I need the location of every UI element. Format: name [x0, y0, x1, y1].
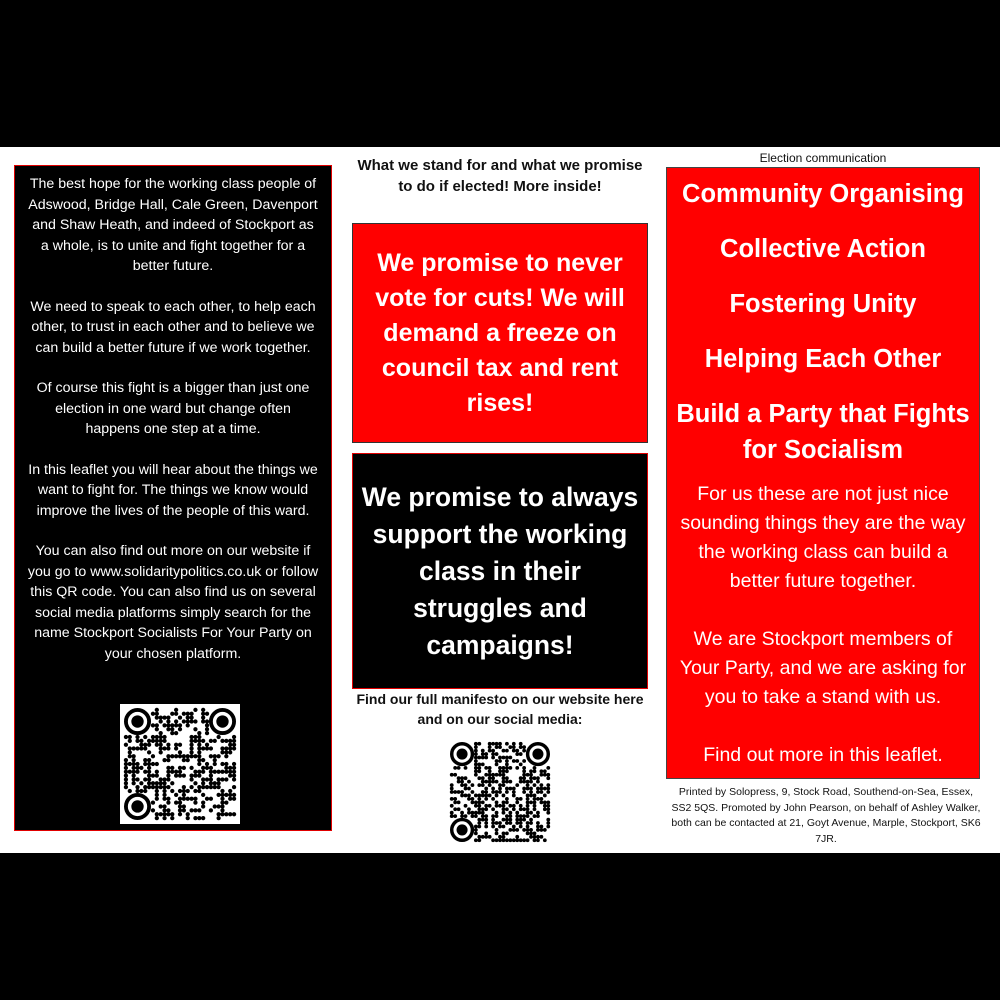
promise-cuts-text: We promise to never vote for cuts! We will demand a freeze on council tax and rent rises!	[375, 248, 625, 417]
values-body	[675, 480, 971, 770]
intro-panel	[14, 165, 332, 831]
values-paragraph-3: Find out more in this leaflet.	[703, 744, 943, 766]
intro-paragraph-4: In this leaflet you will hear about the things we want to fight for. The things we know would improve the lives of the people of this ward.	[28, 461, 318, 519]
promise-cuts-box	[352, 223, 648, 443]
slogan-community-organising: Community Organising	[682, 180, 964, 208]
intro-paragraph-3: Of course this fight is a bigger than just one election in one ward but change often happens one step at a time.	[36, 380, 310, 437]
intro-paragraph-1: The best hope for the working class people of Adswood, Bridge Hall, Cale Green, Davenport and Shaw Heath, and indeed of Stockport as a whole, is to unite and fight together for a better future.	[28, 176, 318, 274]
slogan-helping-each-other: Helping Each Other	[704, 345, 942, 373]
slogan-fostering-unity: Fostering Unity	[729, 290, 917, 318]
values-paragraph-2: We are Stockport members of Your Party, and we are asking for you to take a stand with us.	[679, 628, 967, 708]
slogan-collective-action: Collective Action	[720, 235, 926, 263]
middle-header: What we stand for and what we promise to do if elected! More inside!	[357, 157, 643, 195]
qr-code-icon[interactable]	[120, 704, 240, 824]
promise-support-box	[352, 453, 648, 689]
qr-code-icon[interactable]	[446, 738, 554, 846]
values-paragraph-1: For us these are not just nice sounding things they are the way the working class can build a better future together.	[680, 483, 966, 592]
manifesto-prompt: Find our full manifesto on our website here and on our social media:	[356, 691, 644, 727]
leaflet-sheet	[0, 147, 1000, 853]
promise-support-text: We promise to always support the working class in their struggles and campaigns!	[361, 481, 639, 660]
slogan-build-a-party: Build a Party that Fights for Socialism	[676, 400, 970, 464]
values-panel	[666, 167, 980, 779]
election-communication-label: Election communication	[759, 151, 887, 165]
imprint-text: Printed by Solopress, 9, Stock Road, Southend-on-Sea, Essex, SS2 5QS. Promoted by John Pearson, on behalf of Ashley Walker, both can be contacted at 21, Goyt Avenue, Marple, Stockport, SK6 7JR.	[671, 786, 981, 845]
intro-paragraph-5: You can also find out more on our website if you go to www.solidaritypolitics.co.uk or follow this QR code. You can also find us on several social media platforms simply search for the name Stockport Socialists For Your Party on your chosen platform.	[27, 543, 319, 662]
intro-paragraph-2: We need to speak to each other, to help each other, to trust in each other and to believe we can build a better future if we work together.	[30, 298, 316, 356]
